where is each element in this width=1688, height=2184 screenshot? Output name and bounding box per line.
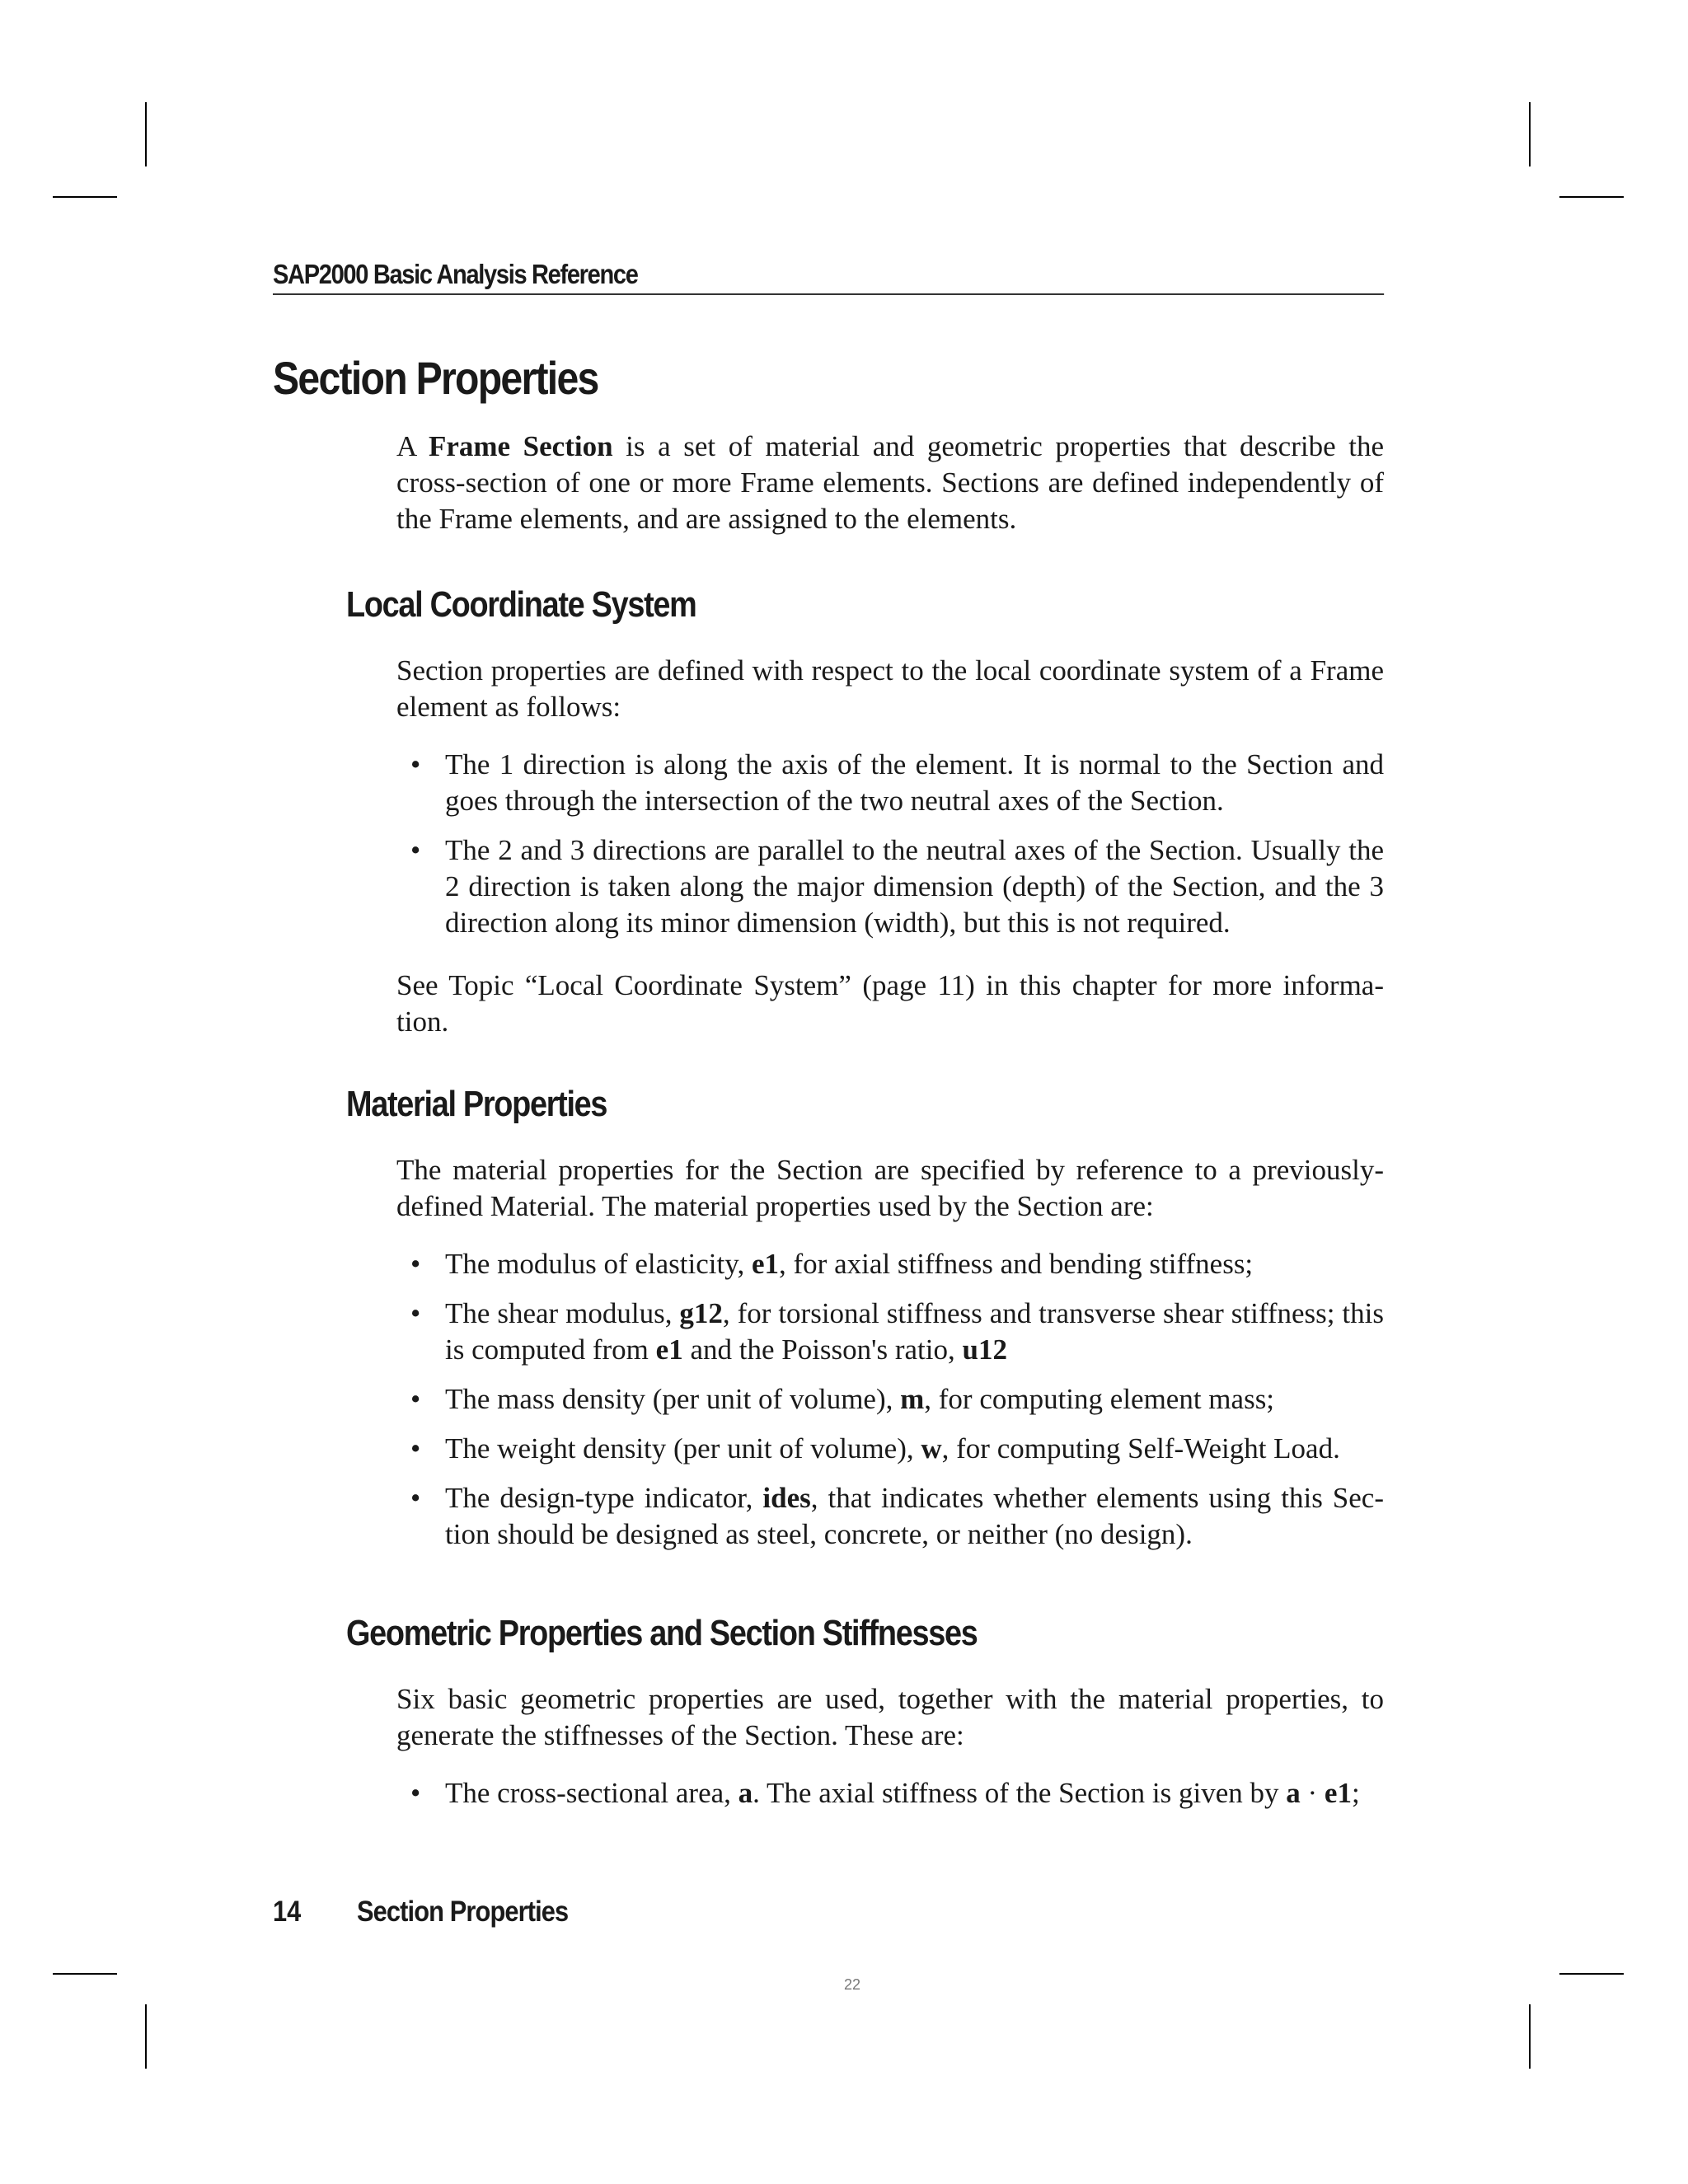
material-properties-bullets	[396, 1246, 1384, 1566]
crop-mark-bottom-left-horizontal	[53, 1973, 117, 1975]
bullet-icon: •	[410, 1297, 421, 1329]
geometric-properties-intro: Six basic geometric properties are used, together with the material properties, to generate the stiffnesses of the Section. These are:	[396, 1683, 1384, 1751]
list-item: • The 2 and 3 directions are parallel to the neutral axes of the Section. Usually the 2 direction is taken along the major dimension (depth) of the Section, and the 3 direction along its minor dimension (width), but this is not required.	[410, 834, 1384, 939]
intro-paragraph: A Frame Section is a set of material and geometric properties that describe the cross-section of one or more Frame elements. Sections are defined independently of the Frame elements, and are assigned to the elements.	[396, 430, 1384, 535]
symbol-ides: ides	[762, 1482, 811, 1514]
page-index: 22	[843, 1976, 861, 1993]
crop-mark-bottom-left-vertical	[145, 2004, 147, 2069]
list-item: • The shear modulus, g12, for torsional stiffness and transverse shear stiffness; this is computed from e1 and the Poisson's ratio, u12	[410, 1297, 1384, 1366]
heading-local-coordinate-system: Local Coordinate System	[346, 584, 696, 625]
crop-mark-bottom-right-horizontal	[1559, 1973, 1624, 1975]
symbol-e1: e1	[655, 1333, 683, 1366]
symbol-a: a	[738, 1777, 753, 1809]
symbol-e1: e1	[751, 1248, 780, 1280]
crop-mark-top-left-vertical	[145, 102, 147, 166]
bullet-icon: •	[410, 1432, 421, 1465]
heading-geometric-properties: Geometric Properties and Section Stiffnesses	[346, 1613, 978, 1653]
bullet-icon: •	[410, 1482, 421, 1514]
bullet-icon: •	[410, 1248, 421, 1280]
bullet-icon: •	[410, 748, 421, 780]
footer-title: Section Properties	[357, 1896, 569, 1928]
page-title: Section Properties	[273, 352, 598, 404]
list-item: • The weight density (per unit of volume), w, for computing Self-Weight Load.	[396, 1431, 1384, 1467]
crop-mark-top-left-horizontal	[53, 196, 117, 198]
list-item: • The mass density (per unit of volume), m, for computing element mass;	[396, 1381, 1384, 1418]
local-coordinate-bullets	[396, 747, 1384, 954]
crop-mark-bottom-right-vertical	[1529, 2004, 1531, 2069]
symbol-w: w	[921, 1432, 942, 1465]
bullet-icon: •	[410, 1383, 421, 1415]
list-item: • The modulus of elasticity, e1, for axial stiffness and bending stiffness;	[396, 1246, 1384, 1282]
list-item: • The 1 direction is along the axis of the element. It is normal to the Section and goes through the intersection of the two neutral axes of the Section.	[410, 748, 1384, 817]
symbol-u12: u12	[962, 1333, 1007, 1366]
term-frame-section: Frame Section	[428, 430, 613, 462]
heading-material-properties: Material Properties	[346, 1084, 607, 1124]
list-item: • The cross-sectional area, a. The axial stiffness of the Section is given by a · e1;	[396, 1775, 1384, 1811]
bullet-icon: •	[410, 834, 421, 866]
local-coordinate-intro: Section properties are defined with respect to the local coordinate system of a Frame element as follows:	[396, 654, 1384, 723]
symbol-g12: g12	[679, 1297, 723, 1329]
running-header-title: SAP2000 Basic Analysis Reference	[273, 259, 638, 289]
running-header	[273, 257, 1384, 295]
symbol-a: a	[1286, 1777, 1301, 1809]
symbol-m: m	[900, 1383, 925, 1415]
local-coordinate-see-also: See Topic “Local Coordinate System” (page 11) in this chapter for more informa-tion.	[396, 969, 1384, 1038]
symbol-e1: e1	[1324, 1777, 1352, 1809]
crop-mark-top-right-horizontal	[1559, 196, 1624, 198]
crop-mark-top-right-vertical	[1529, 102, 1531, 166]
bullet-icon: •	[410, 1777, 421, 1809]
material-properties-intro: The material properties for the Section are specified by reference to a previously-defined Material. The material properties used by the Section are:	[396, 1154, 1384, 1222]
list-item: • The design-type indicator, ides, that indicates whether elements using this Sec-tion should be designed as steel, concrete, or neither (no design).	[410, 1482, 1385, 1550]
footer-page-number: 14	[273, 1896, 302, 1928]
geometric-properties-bullets	[396, 1775, 1384, 1825]
